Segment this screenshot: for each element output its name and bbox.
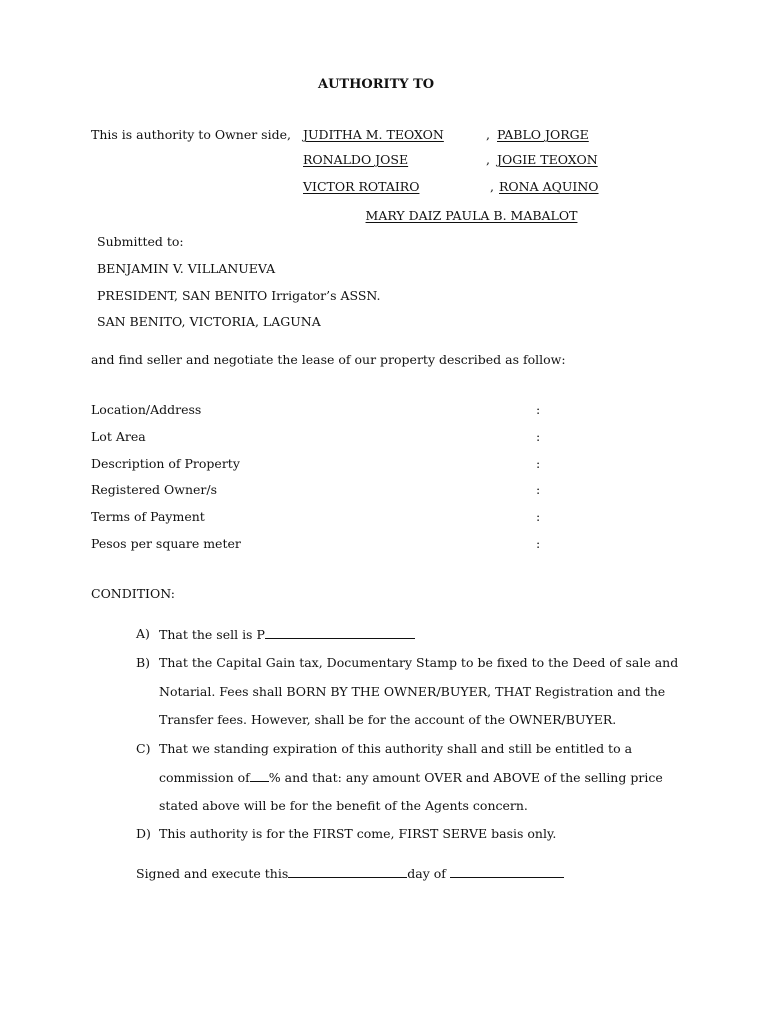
condition-line: Notarial. Fees shall BORN BY THE OWNER/BUYER, THAT Registration and the	[159, 684, 666, 699]
field-colon: :	[536, 456, 541, 471]
condition-line: Transfer fees. However, shall be for the account of the OWNER/BUYER.	[159, 712, 617, 727]
condition-marker: B)	[136, 655, 151, 670]
owner-name: JOGIE TEOXON	[497, 152, 598, 167]
field-label: Lot Area	[91, 429, 146, 444]
owner-separator: ,	[490, 179, 494, 194]
field-colon: :	[536, 509, 541, 524]
owner-name: JUDITHA M. TEOXON	[303, 127, 444, 142]
owner-separator: ,	[486, 152, 490, 167]
negotiate-text: and find seller and negotiate the lease of our property described as follow:	[91, 352, 566, 367]
field-colon: :	[536, 402, 541, 417]
field-label: Description of Property	[91, 456, 240, 471]
field-colon: :	[536, 482, 541, 497]
signed-text: day of	[407, 866, 446, 881]
condition-marker: D)	[136, 826, 151, 841]
condition-line: stated above will be for the benefit of the Agents concern.	[159, 798, 528, 813]
condition-text: That the sell is P	[159, 627, 265, 642]
month-blank	[450, 865, 564, 878]
condition-marker: A)	[136, 626, 150, 641]
field-label: Pesos per square meter	[91, 536, 241, 551]
intro-text: This is authority to Owner side,	[91, 127, 291, 142]
signed-line	[136, 865, 564, 881]
condition-line: That we standing expiration of this authority shall and still be entitled to a	[159, 741, 633, 756]
recipient-position: PRESIDENT, SAN BENITO Irrigator’s ASSN.	[97, 288, 381, 303]
signed-text: Signed and execute this	[136, 866, 289, 881]
price-blank	[265, 626, 415, 639]
field-colon: :	[536, 536, 541, 551]
condition-marker: C)	[136, 741, 151, 756]
owner-name: PABLO JORGE	[497, 127, 589, 142]
owner-name: RONALDO JOSE	[303, 152, 409, 167]
date-blank	[288, 865, 407, 878]
field-colon: :	[536, 429, 541, 444]
field-label: Location/Address	[91, 402, 202, 417]
owner-name: VICTOR ROTAIRO	[303, 179, 420, 194]
recipient-name: BENJAMIN V. VILLANUEVA	[97, 261, 276, 276]
condition-line: That the Capital Gain tax, Documentary Stamp to be fixed to the Deed of sale and	[159, 655, 679, 670]
condition-line	[159, 769, 663, 785]
recipient-address: SAN BENITO, VICTORIA, LAGUNA	[97, 314, 321, 329]
owner-name: MARY DAIZ PAULA B. MABALOT	[365, 208, 578, 223]
field-label: Registered Owner/s	[91, 482, 217, 497]
document-title: AUTHORITY TO	[318, 77, 435, 92]
field-label: Terms of Payment	[91, 509, 205, 524]
owner-separator: ,	[486, 127, 490, 142]
commission-blank	[250, 769, 269, 782]
condition-text: % and that: any amount OVER and ABOVE of the selling price	[268, 770, 663, 785]
condition-line: This authority is for the FIRST come, FIRST SERVE basis only.	[159, 826, 557, 841]
condition-heading: CONDITION:	[91, 586, 175, 601]
condition-text: commission of	[159, 770, 250, 785]
submitted-label: Submitted to:	[97, 234, 184, 249]
condition-line	[159, 626, 415, 642]
owner-name: RONA AQUINO	[499, 179, 599, 194]
